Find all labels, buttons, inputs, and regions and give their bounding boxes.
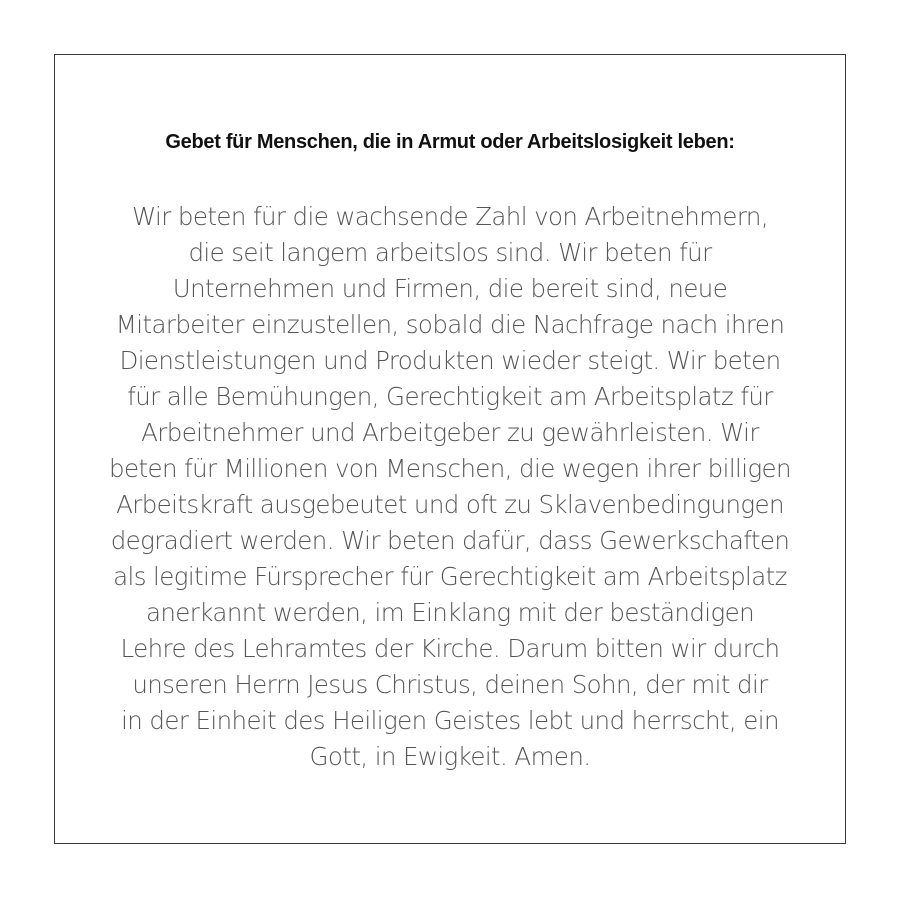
prayer-line: für alle Bemühungen, Gerechtigkeit am Arbeitsplatz für [127,382,773,411]
prayer-line: degradiert werden. Wir beten dafür, dass Gewerkschaften [110,526,790,555]
prayer-line: Arbeitnehmer und Arbeitgeber zu gewährleisten. Wir [141,418,759,447]
prayer-line: Unternehmen und Firmen, die bereit sind, neue [172,274,728,303]
prayer-line: beten für Millionen von Menschen, die wegen ihrer billigen [109,454,791,483]
prayer-line: anerkannt werden, im Einklang mit der beständigen [145,598,755,627]
prayer-line: Mitarbeiter einzustellen, sobald die Nachfrage nach ihren [115,310,785,339]
prayer-line: Wir beten für die wachsende Zahl von Arbeitnehmern, [131,202,769,231]
prayer-line: die seit langem arbeitslos sind. Wir beten für [188,238,712,267]
prayer-line: unseren Herrn Jesus Christus, deinen Sohn, der mit dir [132,670,768,699]
prayer-line: als legitime Fürsprecher für Gerechtigkeit am Arbeitsplatz [113,562,787,591]
prayer-card [54,54,846,844]
prayer-title: Gebet für Menschen, die in Armut oder Arbeitslosigkeit leben: [165,131,735,153]
prayer-body [63,199,837,775]
prayer-line: Lehre des Lehramtes der Kirche. Darum bitten wir durch [120,634,780,663]
prayer-line: Gott, in Ewigkeit. Amen. [309,742,591,771]
prayer-line: Dienstleistungen und Produkten wieder steigt. Wir beten [119,346,781,375]
prayer-line: in der Einheit des Heiligen Geistes lebt und herrscht, ein [121,706,779,735]
prayer-line: Arbeitskraft ausgebeutet und oft zu Sklavenbedingungen [116,490,784,519]
